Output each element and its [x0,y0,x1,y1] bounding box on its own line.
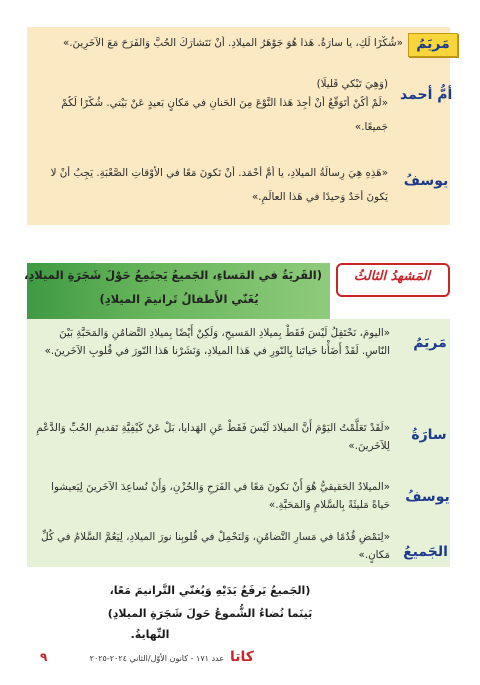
closing-line-2: بَينَما تُضاءُ الشُّموعُ حَولَ شَجَرَةِ الميلادِ) [107,607,313,620]
speaker-umm-ahmad: أمُّ أحمد [400,87,453,103]
speaker-maryam-bottom: مَريَمُ [413,335,447,351]
umm-ahmad-line-1: (وَهِيَ تَبْكي قَليلًا) [316,78,388,90]
speaker-youssef-top: يوسفُ [403,173,449,189]
the-end: النِّهايةُ. [130,628,170,641]
youssef-top-line-1: «هَذِهِ هِيَ رِسالَةُ الميلادِ، يا أُمَّ أَحْمَد. أَنْ نَكونَ مَعًا في الأَوْقاتِ الصَّعْبَةِ. يَجِبُ أَنْ لا [50,167,388,179]
scene-title: المَشهدُ الثالثُ [353,269,431,284]
page-footer [40,650,270,666]
speaker-youssef-bottom: يوسفُ [405,489,450,505]
closing-line-1: (الجَميعُ يَرفَعُ يَدَيْهِ وَيُغنّي التَّرانيمَ مَعًا، [109,584,311,597]
umm-ahmad-line-3: جَميعًا.» [354,121,388,133]
speaker-maryam-top: مَريَمُ [408,33,458,57]
all-text: «لِنَمْضِ قُدُمًا في مَسارِ التَّضامُنِ، وَلنَحْمِلْ في قُلوبِنا نورَ الميلادِ، لِيَعُمَّ السَّلامُ في كُلِّ مَكانٍ.» [41,531,390,561]
scene-banner-line-1: (القَريَةُ في المَساءِ، الجَميعُ يَجتَمِعُ حَوْلَ شَجَرَةِ الميلادِ، [23,268,322,282]
magazine-logo: كاتا [230,649,254,665]
umm-ahmad-line-2: «لَمْ أَكُنْ أَتَوَقَّعُ أَنْ أَجِدَ هَذا النَّوْعَ مِنَ الحَنانِ في مَكانٍ بَعيدٍ عَنْ بَيْتي. شُكْرًا لَكُمْ [61,97,388,109]
scene-banner-line-2: يُغَنّي الأَطفالُ تَرانيمَ الميلادِ) [99,292,259,306]
page-number: ٩ [40,650,48,664]
speaker-all: الجَميعُ [403,544,448,560]
youssef-top-line-2: يَكونَ أَحَدٌ وَحيدًا في هَذا العالَمِ.» [251,191,388,203]
maryam-top-line-1: «شُكْرًا لَكِ، يا سارَةُ. هَذا هُوَ جَوْهَرُ الميلادِ. أَنْ نَتَشارَكَ الحُبَّ وَالفَرَحَ مَعَ الآخَرِينَ.» [62,37,403,49]
maryam-bottom-text: «اليومَ، نَحْتَفِلُ لَيْسَ فَقَطْ بِميلادِ المَسيحِ، وَلَكِنْ أَيْضًا بِميلادِ التَّضامُنِ وَالمَحَبَّةِ بَيْنَ النّاسِ. لَقَدْ أَضَأْنا حَياتَنا بِالنّورِ في هَذا الميلادِ، وَنَشَرْنا هَذا النّورَ في قُلوبِ الآخَرينَ.» [44,327,390,357]
issue-info: عدد ١٧١ - كانون الأوّل/الثاني ٢٠٢٤-٢٠٢٥ [89,654,224,663]
youssef-bottom-text: «الميلادُ الحَقيقيُّ هُوَ أَنْ نَكونَ مَعًا في الفَرَحِ وَالحُزْنِ، وَأَنْ نُساعِدَ الآخَرينَ لِيَعيشوا حَياةً مَليئَةً بِالسَّلامِ وَالمَحَبَّةِ.» [51,481,390,511]
speaker-sara: سارَةُ [411,427,447,443]
sara-text: «لَقَدْ تَعَلَّمْتُ اليَوْمَ أَنَّ الميلادَ لَيْسَ فَقَطْ عَنِ الهَدايا، بَلْ عَنْ كَيْفِيَّةِ تَقديمِ الحُبِّ وَالدَّعْمِ لِلآخَرينَ.» [36,422,390,452]
